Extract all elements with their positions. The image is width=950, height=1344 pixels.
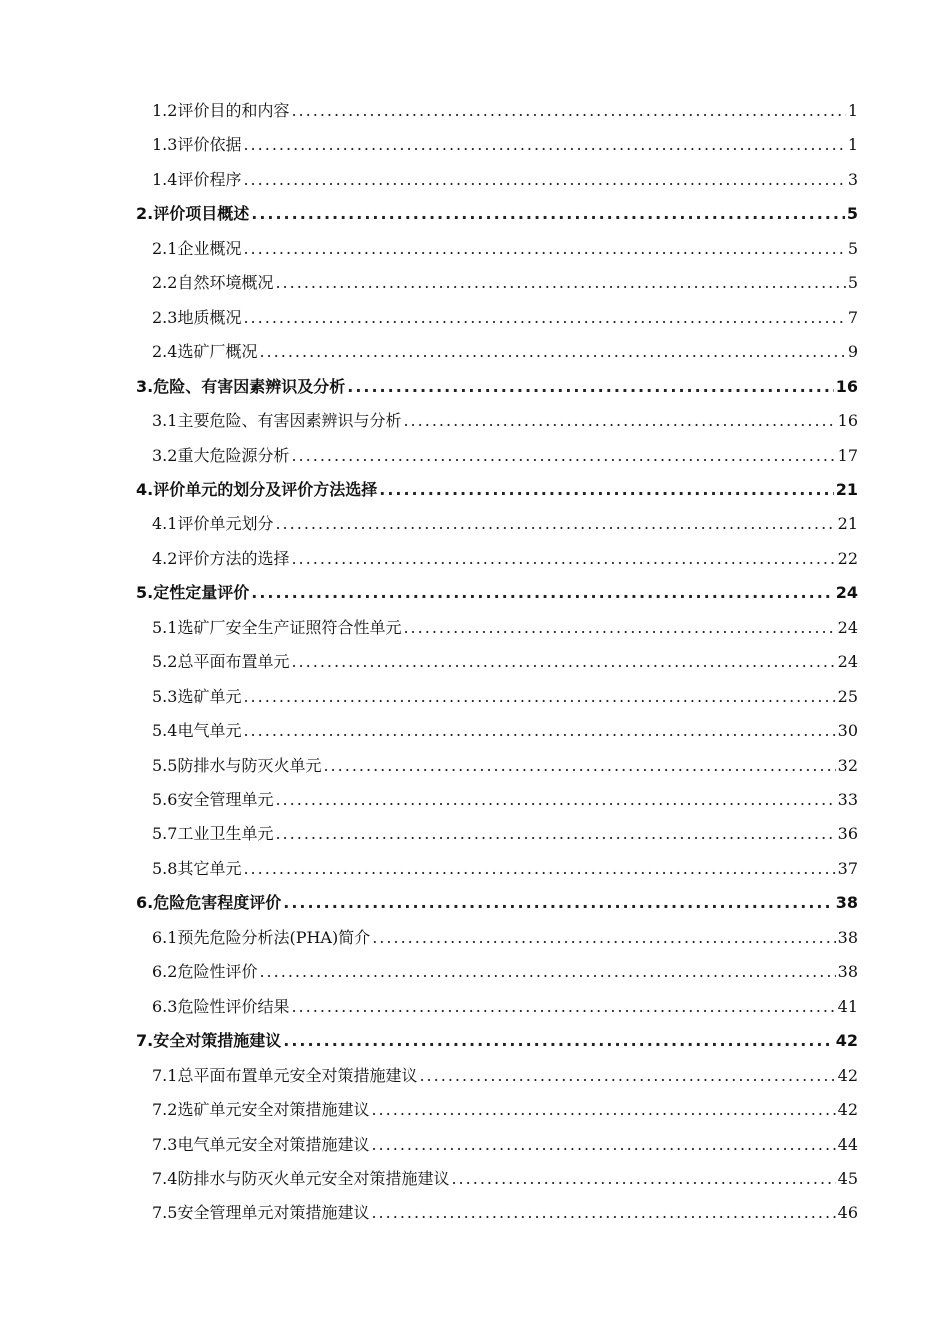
toc-entry-title: 危险、有害因素辨识及分析 [153,376,346,396]
toc-dot-leader [323,756,835,775]
toc-section-entry[interactable] [152,408,858,434]
toc-entry-title: 安全对策措施建议 [153,1031,282,1051]
toc-dot-leader [243,721,835,740]
toc-entry-title: 总平面布置单元 [177,652,290,672]
toc-entry-title: 自然环境概况 [177,273,274,293]
toc-dot-leader [403,411,835,430]
toc-entry-title: 选矿厂安全生产证照符合性单元 [177,617,402,637]
toc-dot-leader [291,101,845,120]
toc-section-entry[interactable] [152,994,858,1020]
toc-dot-leader [275,790,835,809]
toc-page-number: 46 [837,1203,858,1223]
toc-entry-title: 选矿厂概况 [177,342,258,362]
toc-entry-title: 定性定量评价 [153,583,250,603]
toc-section-entry[interactable] [152,132,858,158]
toc-entry-number: 5. [136,583,154,603]
toc-entry-number: 5.2 [152,652,178,672]
toc-section-entry[interactable] [152,684,858,710]
toc-entry-number: 6.1 [152,927,178,947]
toc-entry-number: 3. [136,376,154,396]
toc-page-number: 21 [835,479,858,499]
toc-entry-title: 评价依据 [177,135,242,155]
toc-page-number: 33 [837,790,858,809]
toc-page-number: 38 [837,962,858,982]
toc-page-number: 17 [837,445,858,465]
toc-page-number: 25 [837,686,858,706]
toc-entry-number: 7.1 [152,1065,178,1085]
toc-entry-number: 4.1 [152,514,178,534]
toc-entry-title: 防排水与防灭火单元安全对策措施建议 [177,1168,450,1188]
toc-dot-leader [259,962,835,981]
toc-entry-title: 选矿单元安全对策措施建议 [177,1100,370,1120]
toc-dot-leader [243,135,845,154]
toc-section-entry[interactable] [152,98,858,124]
toc-dot-leader [251,204,845,223]
toc-page-number: 1 [847,101,858,120]
toc-dot-leader [291,997,835,1016]
toc-dot-leader [291,446,835,465]
toc-entry-title: 评价方法的选择 [177,548,290,568]
toc-dot-leader [275,514,835,533]
toc-dot-leader [243,308,845,327]
toc-page-number: 38 [835,893,858,913]
toc-section-entry[interactable] [152,546,858,572]
toc-entry-title: 危险危害程度评价 [153,893,282,913]
toc-section-entry[interactable] [152,753,858,779]
toc-entry-number: 7.5 [152,1203,178,1223]
toc-section-entry[interactable] [152,1166,858,1192]
toc-entry-number: 2.2 [152,273,178,293]
toc-dot-leader [243,859,835,878]
toc-section-entry[interactable] [152,511,858,537]
toc-entry-title: 电气单元安全对策措施建议 [177,1134,370,1154]
toc-entry-number: 6.3 [152,996,178,1016]
toc-entry-title: 总平面布置单元安全对策措施建议 [177,1065,418,1085]
toc-entry-title: 评价程序 [177,169,242,189]
toc-entry-title: 评价目的和内容 [177,101,290,120]
toc-entry-title: 工业卫生单元 [177,824,274,844]
toc-entry-number: 2. [136,204,154,224]
toc-entry-number: 5.1 [152,617,178,637]
toc-page-number: 16 [837,411,858,431]
toc-dot-leader [291,549,835,568]
toc-section-entry[interactable] [152,925,858,951]
toc-entry-number: 2.1 [152,238,178,258]
toc-dot-leader [243,170,845,189]
toc-entry-title: 安全管理单元对策措施建议 [177,1203,370,1223]
toc-entry-number: 3.2 [152,445,178,465]
toc-entry-title: 主要危险、有害因素辨识与分析 [177,411,402,431]
toc-entry-title: 评价单元的划分及评价方法选择 [153,479,378,499]
toc-page-number: 9 [847,342,858,362]
toc-chapter-entry[interactable] [136,477,858,503]
toc-page-number: 37 [837,858,858,878]
toc-dot-leader [403,618,835,637]
toc-dot-leader [371,1135,835,1154]
toc-entry-number: 5.3 [152,686,178,706]
toc-entry-title: 评价单元划分 [177,514,274,534]
toc-section-entry[interactable] [152,443,858,469]
toc-entry-title: 其它单元 [177,858,242,878]
toc-entry-number: 2.3 [152,307,178,327]
toc-dot-leader [371,1203,835,1222]
toc-entry-number: 7.4 [152,1168,178,1188]
toc-entry-title: 危险性评价结果 [177,996,290,1016]
toc-page-number: 38 [837,927,858,947]
toc-page-number: 24 [837,652,858,672]
toc-entry-number: 5.7 [152,824,178,844]
toc-dot-leader [347,377,834,396]
toc-entry-number: 7. [136,1031,154,1051]
toc-page-number: 36 [837,824,858,844]
toc-section-entry[interactable] [152,615,858,641]
toc-dot-leader [283,893,834,912]
toc-page-number: 44 [837,1134,858,1154]
toc-entry-title: 防排水与防灭火单元 [177,755,322,775]
toc-dot-leader [251,583,834,602]
toc-section-entry[interactable] [152,856,858,882]
toc-page-number: 24 [835,583,858,603]
toc-entry-title: 企业概况 [177,238,242,258]
toc-entry-number: 5.4 [152,721,178,741]
toc-dot-leader [243,687,835,706]
toc-entry-title: 评价项目概述 [153,204,250,224]
toc-entry-title: 预先危险分析法(PHA)简介 [177,927,371,947]
toc-entry-title: 重大危险源分析 [177,445,290,465]
toc-chapter-entry[interactable] [136,1028,858,1054]
toc-section-entry[interactable] [152,718,858,744]
toc-section-entry[interactable] [152,649,858,675]
toc-entry-number: 1.3 [152,135,178,155]
toc-page-number: 45 [837,1168,858,1188]
toc-chapter-entry[interactable] [136,890,858,916]
toc-dot-leader [243,239,845,258]
toc-chapter-entry[interactable] [136,374,858,400]
toc-section-entry[interactable] [152,1200,858,1226]
toc-page-number: 30 [837,721,858,741]
toc-entry-number: 6. [136,893,154,913]
toc-dot-leader [275,824,835,843]
toc-dot-leader [451,1169,835,1188]
toc-entry-number: 2.4 [152,342,178,362]
toc-section-entry[interactable] [152,236,858,262]
toc-entry-number: 4.2 [152,548,178,568]
toc-entry-number: 1.2 [152,101,178,120]
toc-page-number: 41 [837,996,858,1016]
toc-dot-leader [275,273,845,292]
toc-page-number: 21 [837,514,858,534]
toc-page-number: 16 [835,376,858,396]
toc-page-number: 24 [837,617,858,637]
toc-page-number: 5 [847,238,858,258]
toc-section-entry[interactable] [152,305,858,331]
toc-chapter-entry[interactable] [136,580,858,606]
toc-page-number: 42 [835,1031,858,1051]
toc-entry-title: 安全管理单元 [177,790,274,809]
toc-page-number: 3 [847,169,858,189]
toc-section-entry[interactable] [152,959,858,985]
toc-page-number: 22 [837,548,858,568]
toc-section-entry[interactable] [152,1132,858,1158]
toc-section-entry[interactable] [152,787,858,813]
toc-entry-number: 5.8 [152,858,178,878]
toc-section-entry[interactable] [152,1063,858,1089]
toc-dot-leader [259,342,845,361]
toc-entry-title: 选矿单元 [177,686,242,706]
toc-dot-leader [419,1066,835,1085]
toc-entry-number: 5.5 [152,755,178,775]
toc-section-entry[interactable] [152,339,858,365]
toc-section-entry[interactable] [152,821,858,847]
toc-entry-number: 5.6 [152,790,178,809]
toc-chapter-entry[interactable] [136,201,858,227]
toc-entry-number: 6.2 [152,962,178,982]
toc-dot-leader [371,1100,835,1119]
toc-page-number: 5 [846,204,858,224]
toc-section-entry[interactable] [152,270,858,296]
toc-entry-number: 3.1 [152,411,178,431]
toc-page-number: 32 [837,755,858,775]
toc-entry-title: 危险性评价 [177,962,258,982]
toc-entry-number: 7.3 [152,1134,178,1154]
toc-section-entry[interactable] [152,1097,858,1123]
toc-page-number: 42 [837,1100,858,1120]
toc-entry-title: 电气单元 [177,721,242,741]
toc-dot-leader [291,652,835,671]
toc-page-number: 42 [837,1065,858,1085]
toc-entry-number: 4. [136,479,154,499]
toc-dot-leader [379,480,834,499]
toc-dot-leader [372,928,835,947]
toc-entry-number: 1.4 [152,169,178,189]
toc-page-number: 1 [847,135,858,155]
toc-page-number: 7 [847,307,858,327]
toc-entry-number: 7.2 [152,1100,178,1120]
toc-section-entry[interactable] [152,167,858,193]
toc-dot-leader [283,1031,834,1050]
toc-page-number: 5 [847,273,858,293]
toc-entry-title: 地质概况 [177,307,242,327]
